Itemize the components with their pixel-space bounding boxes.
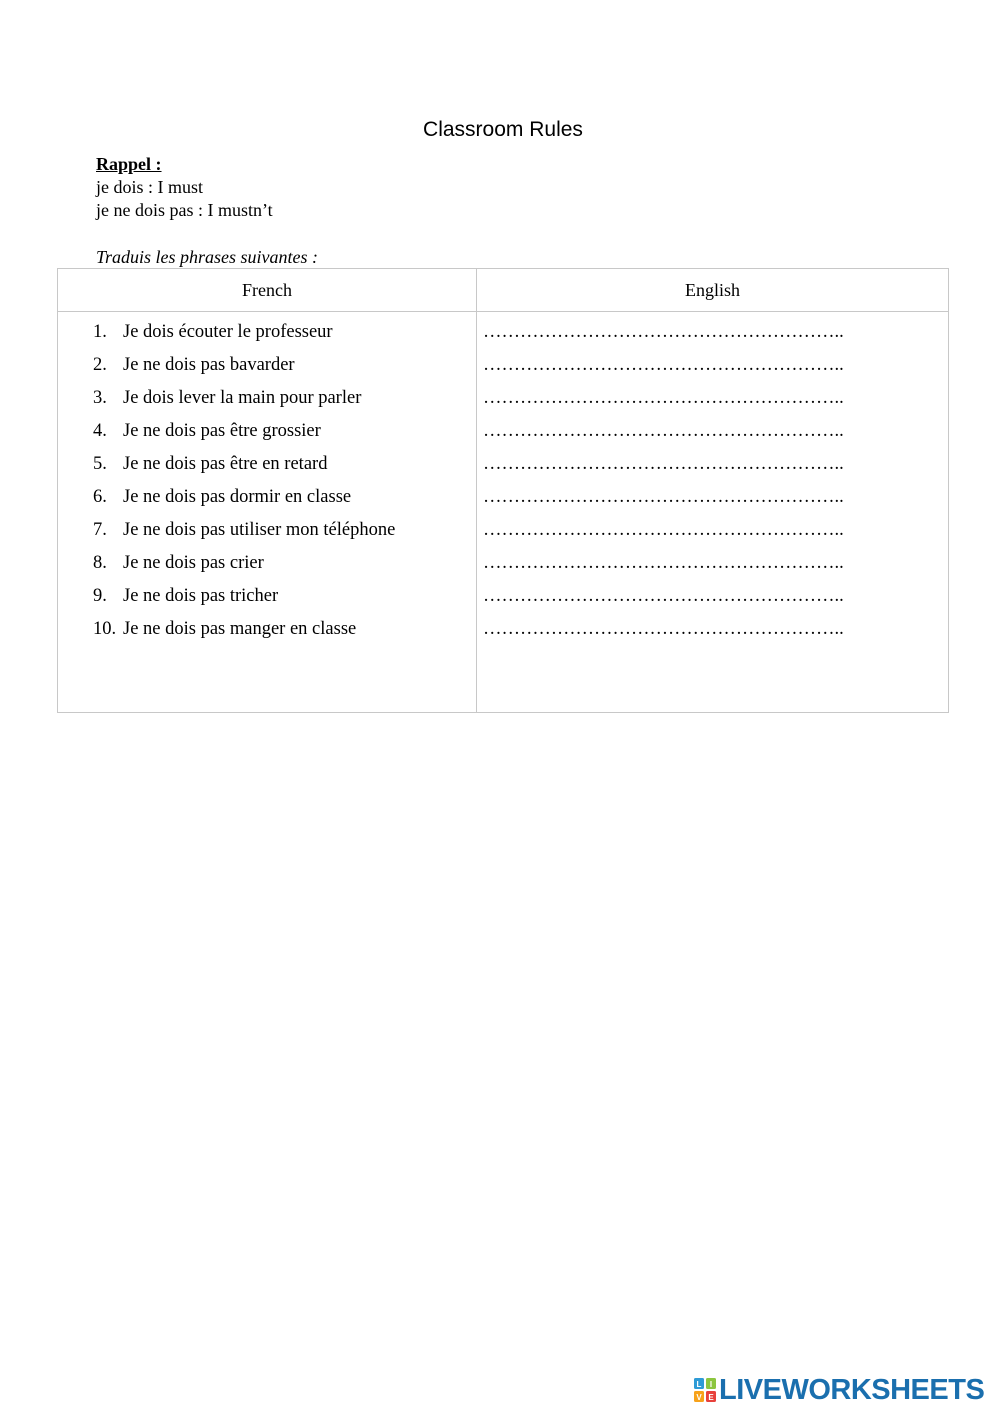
liveworksheets-brand [694,1375,984,1405]
sentence-item [58,485,476,518]
liveworksheets-wordmark: LIVEWORKSHEETS [719,1374,985,1406]
reminder-box [96,153,273,222]
french-sentence: Je ne dois pas bavarder [123,355,295,375]
french-sentence-list [58,320,476,650]
french-sentence: Je ne dois pas dormir en classe [123,487,352,507]
item-number: 8. [93,553,107,573]
reminder-line-must: je dois : I must [96,177,203,197]
item-number: 10. [93,619,117,639]
answer-blank[interactable]: ………………………………………………….. [483,487,844,507]
sentence-item [58,452,476,485]
answer-blank[interactable]: ………………………………………………….. [483,619,844,639]
sentence-item [58,419,476,452]
sentence-item [58,584,476,617]
sentence-item [58,353,476,386]
reminder-line-mustnt: je ne dois pas : I mustn’t [96,200,273,220]
item-number: 6. [93,487,107,507]
answer-blank[interactable]: ………………………………………………….. [483,355,844,375]
item-number: 2. [93,355,107,375]
sentence-item [58,551,476,584]
item-number: 9. [93,586,107,606]
answer-blank[interactable]: ………………………………………………….. [483,520,844,540]
sentence-item [58,518,476,551]
item-number: 1. [93,322,107,342]
answer-blank[interactable]: ………………………………………………….. [483,454,844,474]
answer-blank[interactable]: ………………………………………………….. [483,322,844,342]
french-sentence: Je ne dois pas manger en classe [123,619,357,639]
item-number: 4. [93,421,107,441]
french-column-header: French [242,280,292,300]
sentence-item [58,617,476,650]
liveworksheets-logo-icon [694,1378,716,1402]
french-sentence: Je ne dois pas être grossier [123,421,321,441]
french-sentence: Je ne dois pas utiliser mon téléphone [123,520,396,540]
french-sentence: Je ne dois pas crier [123,553,264,573]
page-title: Classroom Rules [423,118,583,141]
answer-blank[interactable]: ………………………………………………….. [483,553,844,573]
svg-text:I: I [709,1380,713,1389]
english-column-header: English [684,280,740,300]
item-number: 7. [93,520,107,540]
item-number: 3. [93,388,107,408]
instruction-text: Traduis les phrases suivantes : [96,247,319,267]
sentence-item [58,386,476,419]
french-sentence: Je dois lever la main pour parler [123,388,362,408]
french-sentence: Je ne dois pas tricher [123,586,279,606]
french-sentence: Je ne dois pas être en retard [123,454,328,474]
reminder-heading: Rappel : [96,154,162,174]
svg-text:L: L [696,1380,702,1389]
answer-blank[interactable]: ………………………………………………….. [483,421,844,441]
french-sentence: Je dois écouter le professeur [123,322,333,342]
answer-blank[interactable]: ………………………………………………….. [483,586,844,606]
translation-table [57,268,949,713]
column-divider [476,269,477,712]
header-divider [58,311,948,312]
svg-text:E: E [708,1393,714,1402]
item-number: 5. [93,454,107,474]
answer-blank[interactable]: ………………………………………………….. [483,388,844,408]
english-answer-list [483,320,943,650]
sentence-item [58,320,476,353]
svg-text:V: V [696,1393,702,1402]
